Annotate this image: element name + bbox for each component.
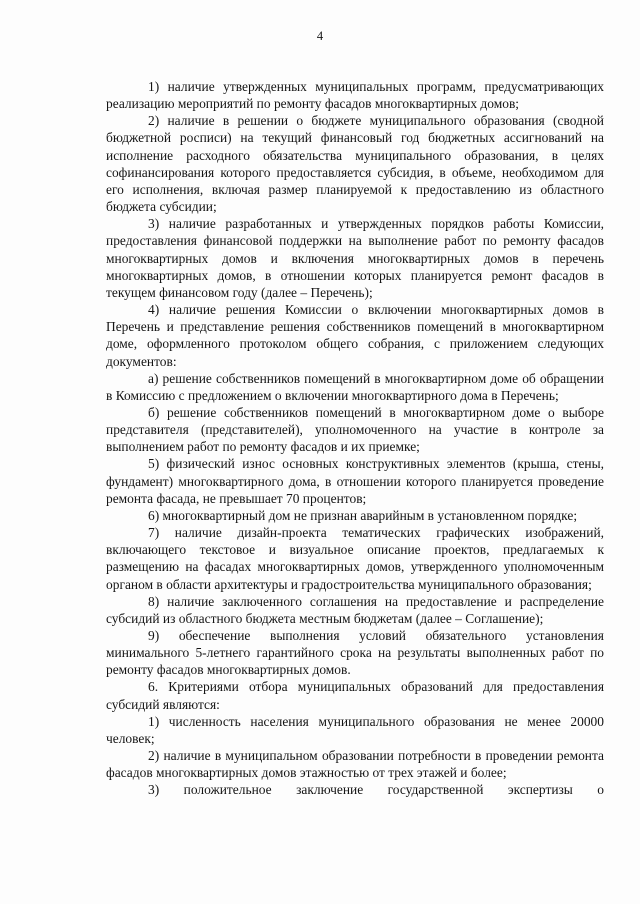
- paragraph-condition-4a: а) решение собственников помещений в многоквартирном доме об обращении в Комиссию с предложением о включении многоквартирного дома в Перечень;: [106, 370, 604, 403]
- paragraph-condition-3: 3) наличие разработанных и утвержденных порядков работы Комиссии, предоставления финансовой поддержки на выполнение работ по ремонту фасадов многоквартирных домов и включения многоквартирных домов в перечень многоквартирных домов, в отношении которых планируется ремонт фасадов в текущем финансовом году (далее – Перечень);: [106, 216, 604, 300]
- paragraph-criterion-2: 2) наличие в муниципальном образовании потребности в проведении ремонта фасадов многоквартирных домов этажностью от трех этажей и более;: [106, 748, 604, 781]
- paragraph-condition-9: 9) обеспечение выполнения условий обязательного установления минимального 5-летнего гарантийного срока на результаты выполненных работ по ремонту фасадов многоквартирных домов.: [106, 628, 604, 678]
- paragraph-criterion-3: 3) положительное заключение государственной экспертизы о: [148, 782, 604, 798]
- paragraph-condition-8: 8) наличие заключенного соглашения на предоставление и распределение субсидий из областного бюджета местным бюджетам (далее – Соглашение);: [106, 593, 604, 626]
- page-number: 4: [316, 29, 324, 43]
- paragraph-condition-6: 6) многоквартирный дом не признан аварийным в установленном порядке;: [148, 507, 578, 523]
- paragraph-condition-5: 5) физический износ основных конструктивных элементов (крыша, стены, фундамент) многоквартирного дома, в отношении которого планируется проведение ремонта фасада, не превышает 70 процентов;: [106, 456, 604, 506]
- paragraph-criterion-1: 1) численность населения муниципального образования не менее 20000 человек;: [106, 713, 604, 746]
- paragraph-condition-2: 2) наличие в решении о бюджете муниципального образования (сводной бюджетной росписи) на текущий финансовый год бюджетных ассигнований на исполнение расходного обязательства муниципального образования, в целях софинансирования которого предоставляется субсидия, в объеме, необходимом для его исполнения, включая размер планируемой к предоставлению из областного бюджета субсидии;: [106, 113, 604, 215]
- paragraph-condition-1: 1) наличие утвержденных муниципальных программ, предусматривающих реализацию мероприятий по ремонту фасадов многоквартирных домов;: [106, 79, 604, 112]
- paragraph-condition-4b: б) решение собственников помещений в многоквартирном доме о выборе представителя (представителей), уполномоченного на участие в контроле за выполнением работ по ремонту фасадов и их приемке;: [106, 404, 604, 455]
- paragraph-condition-4: 4) наличие решения Комиссии о включении многоквартирных домов в Перечень и представление решения собственников помещений в многоквартирном доме, оформленного протоколом общего собрания, с приложением следующих документов:: [106, 302, 604, 369]
- paragraph-condition-7: 7) наличие дизайн-проекта тематических графических изображений, включающего текстовое и визуальное описание проектов, предлагаемых к размещению на фасадах многоквартирных домов, утвержденного уполномоченным органом в области архитектуры и градостроительства муниципального образования;: [106, 525, 604, 592]
- paragraph-section-6: 6. Критериями отбора муниципальных образований для предоставления субсидий являются:: [106, 679, 604, 712]
- document-body: [106, 78, 604, 799]
